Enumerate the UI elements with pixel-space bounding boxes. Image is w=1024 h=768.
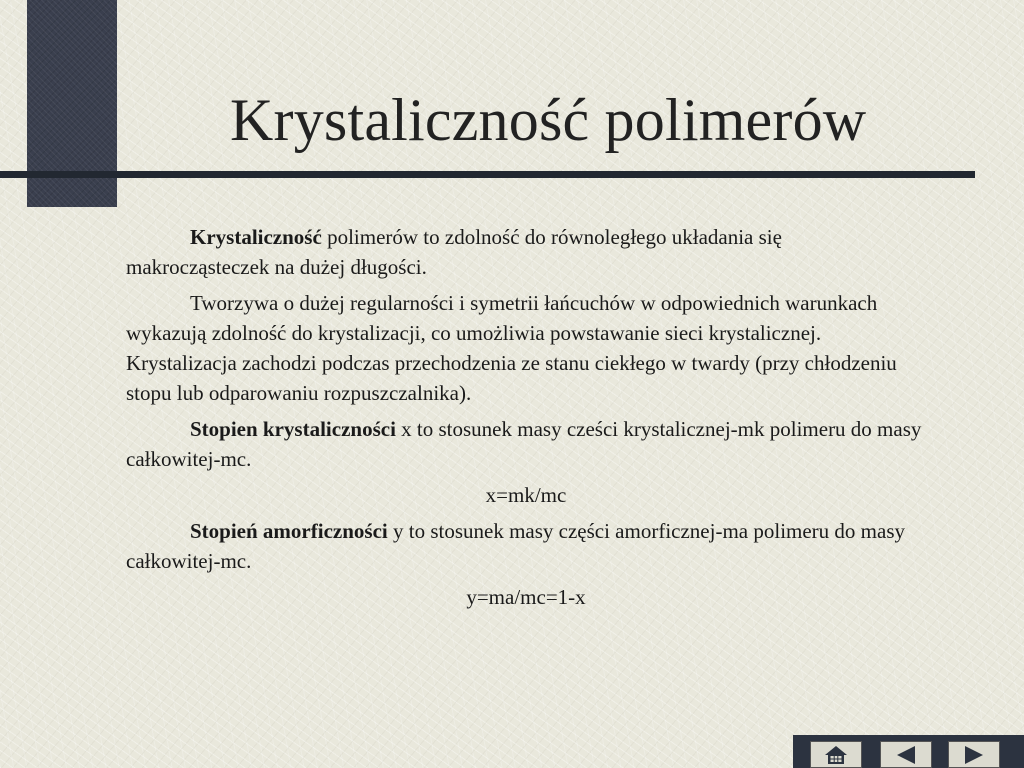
slide-body: [126, 222, 926, 618]
term-crystallinity: Krystaliczność: [190, 225, 322, 249]
paragraph-text: Tworzywa o dużej regularności i symetrii łańcuchów w odpowiednich warunkach wykazują zdolność do krystalizacji, co umożliwia powstawanie sieci krystalicznej. Krystalizacja zachodzi podczas przechodzenia ze stanu ciekłego w twardy (przy chłodzeniu stopu lub odparowaniu rozpuszczalnika).: [126, 291, 897, 405]
paragraph-degree-of-crystallinity: [126, 414, 926, 474]
next-arrow-icon: [963, 745, 985, 765]
term-degree-of-amorphousness: Stopień amorficzności: [190, 519, 388, 543]
paragraph-crystallization: [126, 288, 926, 408]
home-button[interactable]: [810, 741, 862, 768]
title-divider: [0, 171, 975, 178]
home-icon: [824, 745, 848, 765]
formula-crystallinity: x=mk/mc: [485, 483, 567, 507]
previous-slide-button[interactable]: [880, 741, 932, 768]
paragraph-text: x to stosunek masy cześci krystalicznej-mk polimeru do masy całkowitej-mc.: [126, 417, 922, 471]
paragraph-crystallinity-definition: [126, 222, 926, 282]
paragraph-text: polimerów to zdolność do równoległego układania się makrocząsteczek na dużej długości.: [126, 225, 782, 279]
paragraph-text: y to stosunek masy części amorficznej-ma polimeru do masy całkowitej-mc.: [126, 519, 906, 573]
term-degree-of-crystallinity: Stopien krystaliczności: [190, 417, 396, 441]
next-slide-button[interactable]: [948, 741, 1000, 768]
slide-title: Krystaliczność polimerów: [230, 87, 867, 153]
previous-arrow-icon: [895, 745, 917, 765]
paragraph-degree-of-amorphousness: [126, 516, 926, 576]
formula-amorphousness: y=ma/mc=1-x: [466, 585, 586, 609]
